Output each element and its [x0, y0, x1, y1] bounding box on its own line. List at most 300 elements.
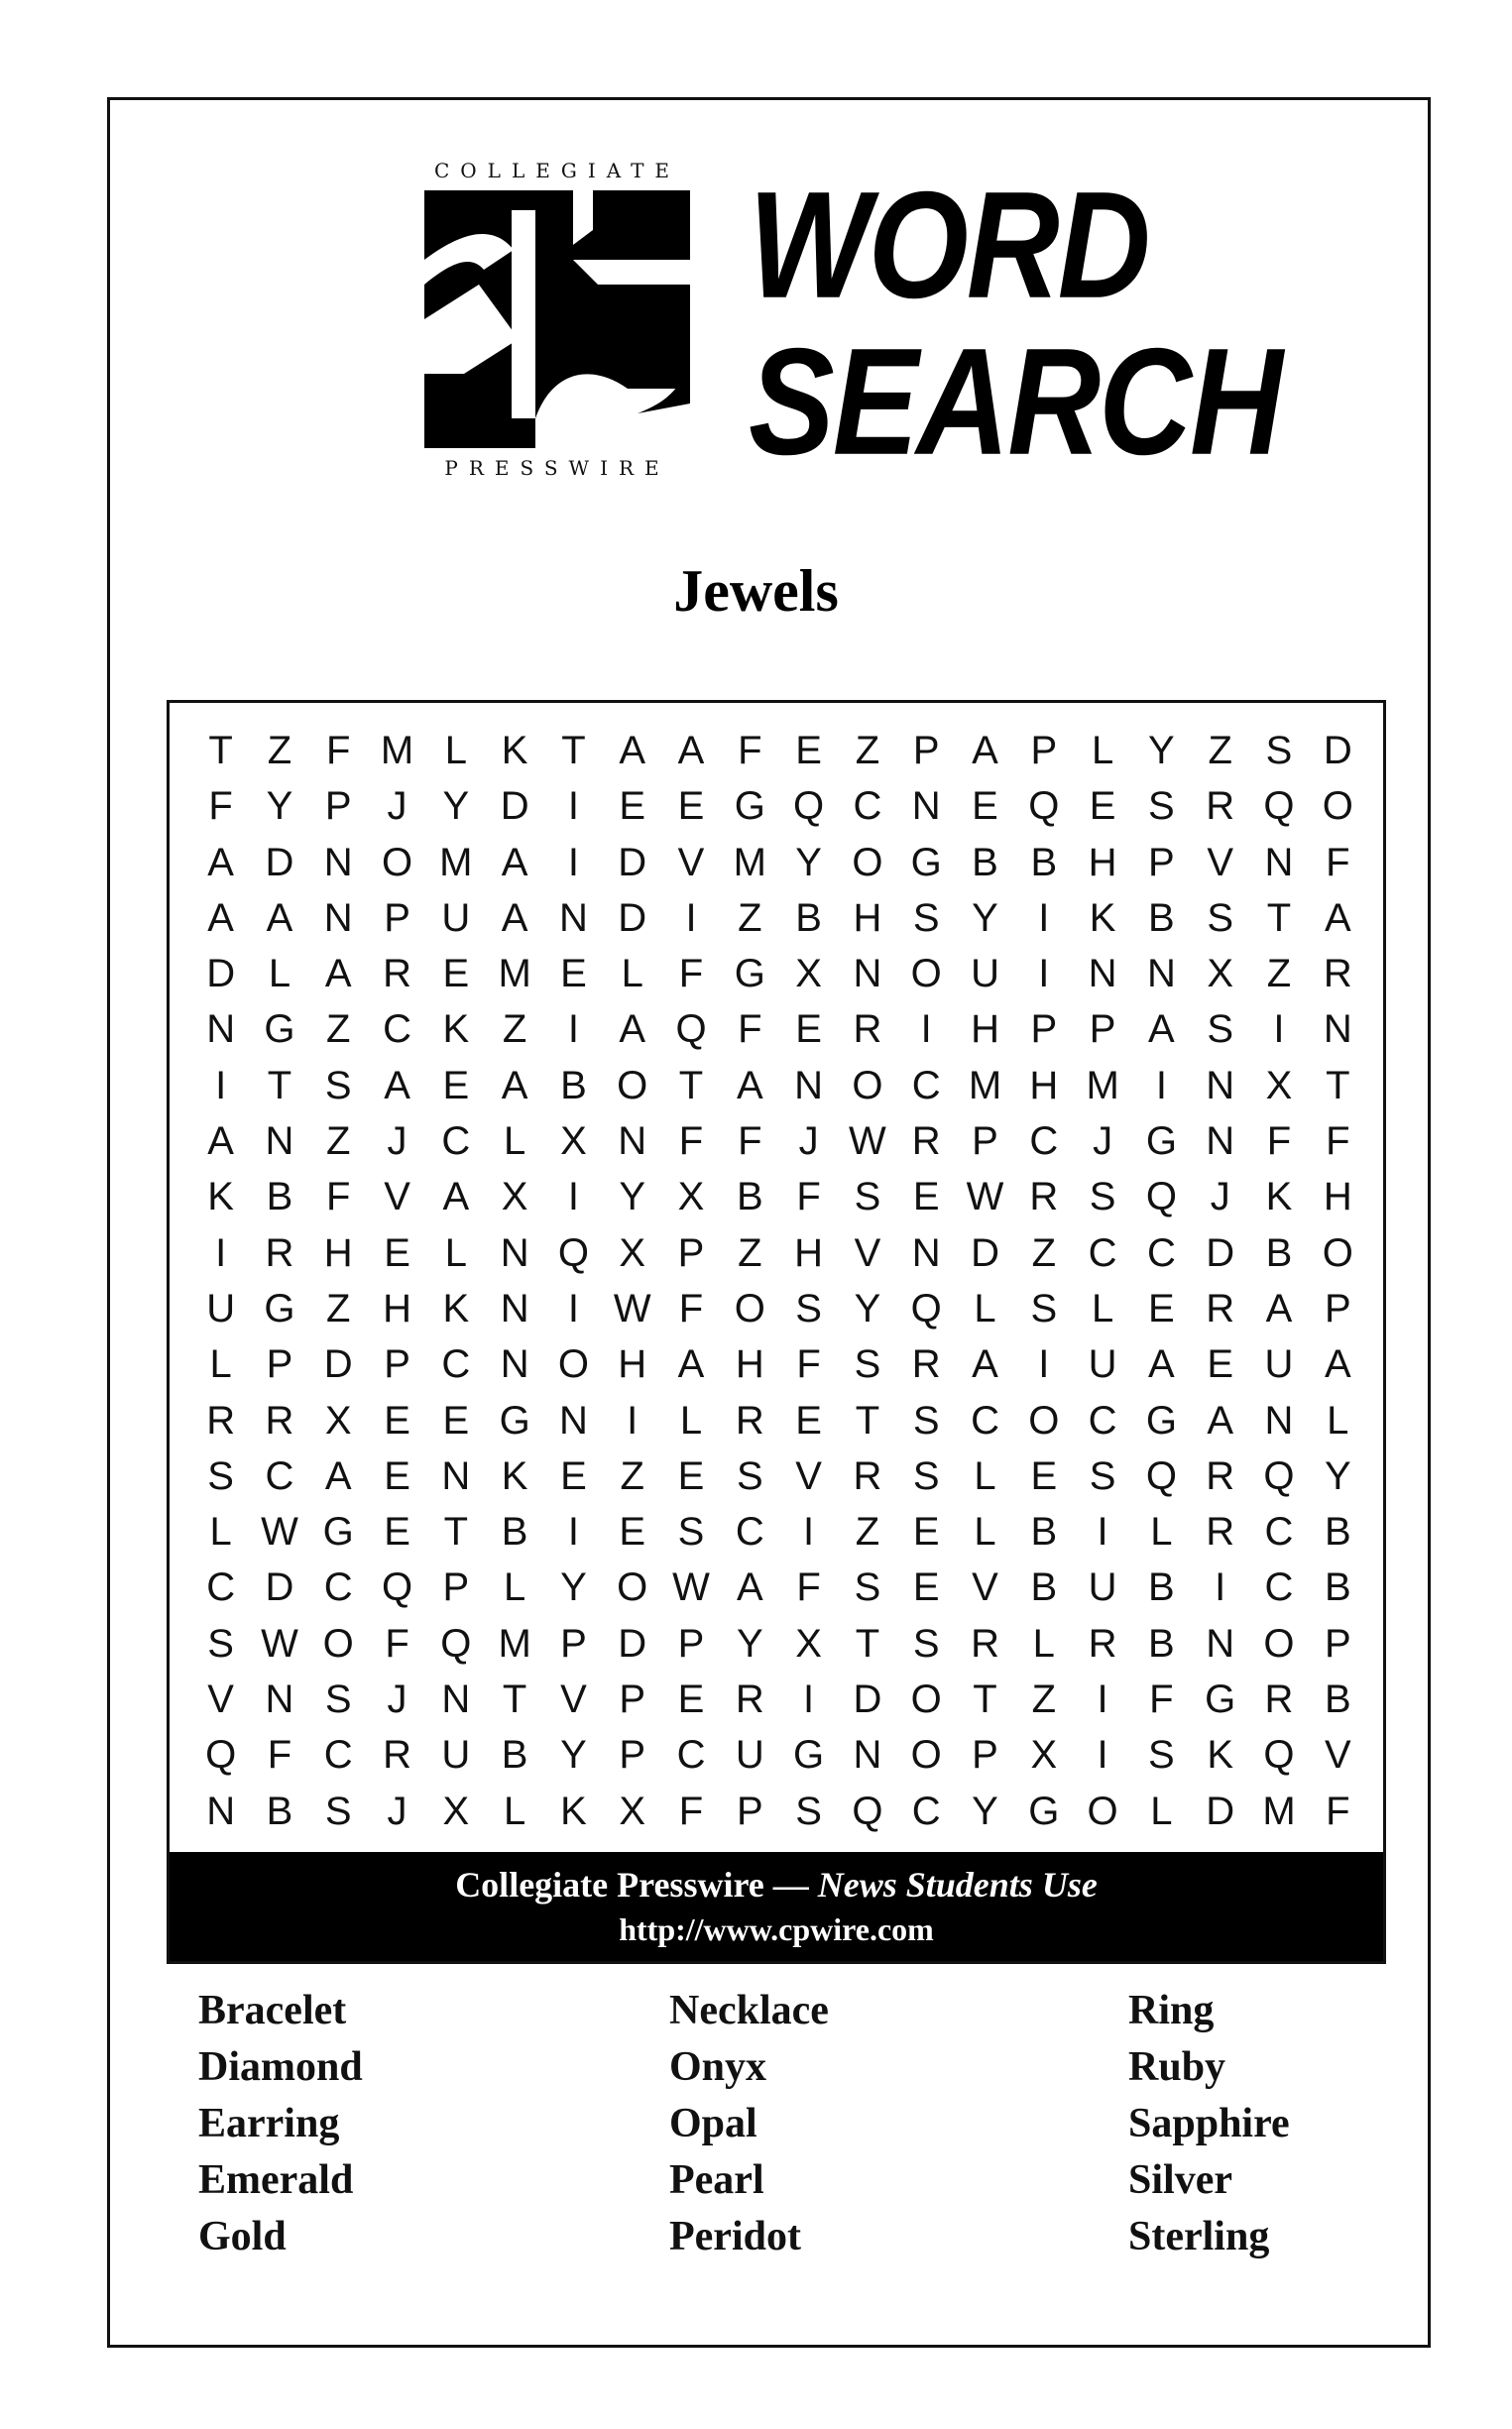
grid-letter: G: [1028, 1789, 1060, 1833]
grid-letter: A: [1324, 895, 1351, 940]
grid-letter: P: [1324, 1286, 1351, 1330]
grid-letter: N: [441, 1677, 471, 1722]
grid-letter: C: [735, 1510, 764, 1555]
grid-letter: A: [266, 895, 293, 940]
grid-letter: S: [912, 1453, 940, 1498]
letter-grid: [191, 723, 1367, 1839]
grid-letter: N: [1206, 1119, 1235, 1164]
grid-letter: Y: [854, 1286, 881, 1330]
grid-letter: L: [444, 729, 467, 772]
grid-letter: E: [912, 1510, 940, 1555]
grid-letter: X: [1265, 1063, 1293, 1107]
grid-letter: N: [265, 1677, 294, 1722]
grid-letter: C: [1029, 1119, 1059, 1164]
grid-letter: Z: [1208, 729, 1232, 772]
grid-letter: P: [1030, 1007, 1058, 1052]
grid-letter: L: [1150, 1789, 1173, 1833]
grid-letter: F: [1326, 840, 1350, 884]
grid-letter: K: [1265, 1175, 1293, 1219]
grid-letter: N: [441, 1453, 471, 1498]
grid-letter: P: [1324, 1621, 1351, 1666]
grid-letter: B: [1030, 1510, 1058, 1555]
grid-letter: G: [734, 784, 765, 829]
publisher-banner: [170, 1852, 1383, 1961]
grid-letter: E: [619, 784, 646, 829]
grid-letter: Q: [1263, 1453, 1295, 1498]
grid-letter: E: [795, 729, 822, 772]
word-item: Onyx: [669, 2044, 767, 2090]
grid-letter: E: [972, 784, 998, 829]
grid-letter: F: [738, 729, 762, 772]
word-grid-box: [167, 700, 1386, 1964]
grid-letter: E: [560, 1453, 587, 1498]
grid-letter: I: [567, 1007, 579, 1052]
word-list-column-1: [198, 1983, 363, 2265]
grid-letter: S: [1030, 1286, 1058, 1330]
grid-letter: P: [912, 729, 940, 772]
grid-letter: D: [1323, 729, 1352, 772]
grid-letter: P: [1148, 840, 1175, 884]
grid-letter: A: [1207, 1398, 1234, 1443]
grid-row: [191, 946, 1367, 1001]
grid-letter: I: [567, 1175, 579, 1219]
grid-letter: V: [677, 840, 705, 884]
grid-letter: D: [265, 1565, 294, 1610]
grid-letter: W: [613, 1286, 651, 1330]
grid-letter: B: [1324, 1677, 1351, 1722]
logo-bottom-text: PRESSWIRE: [444, 456, 670, 480]
grid-letter: O: [734, 1286, 765, 1330]
word-item: Ring: [1128, 1988, 1215, 2033]
grid-letter: I: [627, 1398, 639, 1443]
grid-letter: O: [617, 1565, 648, 1610]
grid-letter: N: [618, 1119, 647, 1164]
grid-letter: E: [677, 784, 705, 829]
grid-letter: J: [387, 784, 407, 829]
grid-letter: E: [442, 1398, 470, 1443]
grid-row: [191, 1058, 1367, 1113]
grid-letter: R: [265, 1398, 294, 1443]
grid-letter: F: [385, 1621, 409, 1666]
grid-letter: C: [1264, 1565, 1294, 1610]
word-list-column-2: [669, 1983, 829, 2265]
grid-letter: E: [795, 1398, 822, 1443]
word-item: Ruby: [1128, 2044, 1226, 2090]
grid-letter: J: [798, 1119, 819, 1164]
word-item: Silver: [1128, 2157, 1232, 2203]
grid-letter: A: [501, 840, 528, 884]
grid-letter: K: [1089, 895, 1116, 940]
grid-letter: T: [502, 1677, 527, 1722]
grid-letter: U: [1264, 1342, 1294, 1387]
grid-letter: E: [384, 1398, 410, 1443]
grid-letter: T: [1326, 1063, 1350, 1107]
grid-letter: N: [206, 1007, 236, 1052]
grid-letter: S: [854, 1342, 881, 1387]
grid-letter: S: [1089, 1175, 1116, 1219]
grid-letter: Q: [1145, 1175, 1177, 1219]
grid-letter: Y: [560, 1733, 587, 1778]
word-item: Gold: [198, 2214, 287, 2259]
grid-letter: Q: [852, 1789, 883, 1833]
grid-letter: X: [442, 1789, 470, 1833]
grid-letter: H: [971, 1007, 999, 1052]
grid-letter: Q: [910, 1286, 942, 1330]
grid-letter: G: [1145, 1119, 1177, 1164]
grid-letter: Q: [440, 1621, 472, 1666]
grid-letter: D: [618, 895, 647, 940]
grid-letter: X: [1030, 1733, 1058, 1778]
grid-letter: C: [383, 1007, 411, 1052]
grid-letter: P: [324, 784, 352, 829]
grid-letter: Z: [326, 1119, 351, 1164]
grid-letter: I: [920, 1007, 932, 1052]
grid-row: [191, 1560, 1367, 1615]
grid-row: [191, 1672, 1367, 1727]
grid-letter: Q: [381, 1565, 413, 1610]
grid-letter: E: [384, 1453, 410, 1498]
grid-letter: O: [557, 1342, 589, 1387]
grid-letter: H: [1088, 840, 1117, 884]
grid-letter: Z: [1266, 952, 1292, 996]
grid-letter: O: [1087, 1789, 1118, 1833]
grid-letter: R: [1088, 1621, 1117, 1666]
grid-letter: M: [439, 840, 473, 884]
grid-letter: V: [384, 1175, 410, 1219]
grid-letter: E: [384, 1510, 410, 1555]
grid-letter: R: [1206, 1286, 1235, 1330]
grid-letter: V: [972, 1565, 998, 1610]
grid-letter: T: [208, 729, 233, 772]
grid-letter: Z: [502, 1007, 527, 1052]
grid-letter: E: [442, 952, 470, 996]
logo-top-text: COLLEGIATE: [433, 159, 681, 182]
grid-letter: C: [441, 1342, 471, 1387]
grid-letter: F: [796, 1342, 821, 1387]
grid-letter: T: [855, 1621, 880, 1666]
grid-letter: F: [1266, 1119, 1292, 1164]
grid-letter: S: [854, 1565, 881, 1610]
grid-letter: G: [264, 1007, 295, 1052]
grid-letter: S: [1265, 729, 1293, 772]
grid-letter: L: [268, 952, 291, 996]
grid-letter: P: [972, 1733, 998, 1778]
grid-letter: G: [910, 840, 942, 884]
header: [424, 159, 1281, 487]
grid-letter: B: [1324, 1565, 1351, 1610]
grid-letter: A: [677, 729, 705, 772]
grid-letter: A: [324, 1453, 352, 1498]
grid-letter: L: [504, 1565, 526, 1610]
word-item: Bracelet: [198, 1988, 347, 2033]
grid-row: [191, 1504, 1367, 1560]
grid-letter: T: [973, 1677, 997, 1722]
grid-letter: H: [1029, 1063, 1059, 1107]
grid-letter: S: [912, 1621, 940, 1666]
grid-letter: W: [261, 1621, 298, 1666]
grid-letter: R: [735, 1398, 764, 1443]
grid-letter: B: [1148, 895, 1175, 940]
grid-letter: V: [1207, 840, 1234, 884]
grid-letter: Q: [793, 784, 825, 829]
grid-letter: E: [1148, 1286, 1175, 1330]
grid-letter: T: [267, 1063, 292, 1107]
grid-letter: R: [1206, 784, 1235, 829]
title-word-line2: SEARCH: [749, 315, 1281, 487]
grid-letter: S: [324, 1677, 352, 1722]
grid-letter: R: [971, 1621, 999, 1666]
puzzle-title: Jewels: [673, 558, 839, 624]
grid-letter: N: [323, 895, 353, 940]
grid-letter: J: [387, 1119, 407, 1164]
grid-letter: B: [736, 1175, 763, 1219]
grid-letter: S: [677, 1510, 705, 1555]
grid-letter: Y: [972, 895, 998, 940]
word-item: Sapphire: [1128, 2101, 1290, 2146]
grid-letter: M: [968, 1063, 1002, 1107]
grid-letter: J: [387, 1677, 407, 1722]
grid-letter: T: [678, 1063, 704, 1107]
grid-letter: H: [853, 895, 882, 940]
grid-letter: O: [1263, 1621, 1295, 1666]
grid-letter: I: [1097, 1733, 1108, 1778]
grid-letter: Z: [267, 729, 292, 772]
grid-letter: E: [912, 1565, 940, 1610]
grid-letter: S: [1148, 1733, 1175, 1778]
grid-letter: O: [852, 1063, 883, 1107]
grid-letter: N: [558, 895, 588, 940]
grid-letter: Q: [1263, 1733, 1295, 1778]
grid-letter: L: [504, 1119, 526, 1164]
grid-letter: E: [912, 1175, 940, 1219]
grid-letter: N: [853, 1733, 882, 1778]
grid-letter: F: [738, 1007, 762, 1052]
grid-letter: I: [685, 895, 697, 940]
grid-letter: A: [619, 729, 646, 772]
grid-letter: X: [795, 1621, 822, 1666]
grid-letter: R: [265, 1230, 294, 1275]
grid-letter: P: [972, 1119, 998, 1164]
grid-letter: Y: [1148, 729, 1175, 772]
grid-letter: C: [911, 1789, 941, 1833]
grid-letter: I: [567, 1286, 579, 1330]
grid-letter: F: [1149, 1677, 1174, 1722]
grid-letter: G: [499, 1398, 530, 1443]
grid-letter: I: [1097, 1510, 1108, 1555]
grid-letter: O: [852, 840, 883, 884]
grid-letter: E: [442, 1063, 470, 1107]
grid-letter: C: [911, 1063, 941, 1107]
grid-letter: R: [911, 1342, 941, 1387]
grid-letter: E: [384, 1230, 410, 1275]
grid-letter: D: [618, 840, 647, 884]
grid-letter: B: [501, 1510, 528, 1555]
grid-letter: Z: [620, 1453, 644, 1498]
grid-letter: L: [679, 1398, 703, 1443]
grid-letter: D: [1206, 1230, 1235, 1275]
grid-letter: S: [854, 1175, 881, 1219]
grid-letter: L: [974, 1453, 996, 1498]
grid-letter: W: [966, 1175, 1004, 1219]
grid-letter: I: [567, 1510, 579, 1555]
grid-letter: N: [265, 1119, 294, 1164]
grid-row: [191, 1448, 1367, 1504]
word-item: Opal: [669, 2101, 757, 2146]
grid-letter: L: [974, 1286, 996, 1330]
grid-letter: R: [853, 1453, 882, 1498]
grid-letter: Q: [1028, 784, 1060, 829]
grid-letter: A: [207, 1119, 234, 1164]
grid-letter: E: [619, 1510, 646, 1555]
grid-letter: Z: [1031, 1230, 1057, 1275]
grid-letter: N: [911, 784, 941, 829]
grid-letter: V: [854, 1230, 881, 1275]
grid-letter: S: [324, 1789, 352, 1833]
grid-letter: P: [442, 1565, 470, 1610]
grid-letter: D: [1206, 1789, 1235, 1833]
grid-letter: C: [676, 1733, 706, 1778]
grid-letter: J: [1093, 1119, 1113, 1164]
grid-letter: E: [1030, 1453, 1058, 1498]
grid-letter: P: [677, 1621, 705, 1666]
grid-letter: V: [795, 1453, 822, 1498]
grid-letter: S: [1207, 895, 1234, 940]
grid-letter: P: [384, 895, 410, 940]
grid-letter: M: [380, 729, 414, 772]
grid-letter: F: [678, 1119, 704, 1164]
grid-letter: L: [1091, 1286, 1114, 1330]
grid-letter: I: [567, 784, 579, 829]
grid-letter: C: [1146, 1230, 1176, 1275]
grid-letter: S: [324, 1063, 352, 1107]
grid-letter: V: [207, 1677, 234, 1722]
grid-letter: V: [1324, 1733, 1351, 1778]
grid-letter: N: [1088, 952, 1117, 996]
grid-letter: B: [795, 895, 822, 940]
word-item: Diamond: [198, 2044, 363, 2090]
grid-letter: S: [912, 895, 940, 940]
grid-letter: C: [265, 1453, 294, 1498]
grid-letter: G: [1205, 1677, 1236, 1722]
grid-letter: N: [500, 1286, 529, 1330]
word-item: Sterling: [1128, 2214, 1270, 2259]
grid-letter: A: [384, 1063, 410, 1107]
grid-letter: S: [1207, 1007, 1234, 1052]
grid-letter: U: [206, 1286, 236, 1330]
grid-letter: B: [1148, 1621, 1175, 1666]
grid-letter: Y: [795, 840, 822, 884]
grid-letter: Y: [560, 1565, 587, 1610]
grid-letter: T: [1266, 895, 1292, 940]
grid-letter: A: [1324, 1342, 1351, 1387]
grid-letter: I: [215, 1230, 227, 1275]
grid-letter: Z: [326, 1286, 351, 1330]
grid-letter: L: [444, 1230, 467, 1275]
grid-letter: R: [735, 1677, 764, 1722]
grid-row: [191, 1225, 1367, 1281]
banner-tagline: News Students Use: [817, 1865, 1098, 1905]
grid-letter: M: [1262, 1789, 1296, 1833]
grid-letter: L: [504, 1789, 526, 1833]
grid-row: [191, 890, 1367, 946]
grid-letter: Y: [266, 784, 293, 829]
grid-row: [191, 1336, 1367, 1392]
grid-letter: I: [803, 1677, 815, 1722]
grid-letter: D: [323, 1342, 353, 1387]
grid-letter: S: [795, 1286, 822, 1330]
grid-letter: H: [383, 1286, 411, 1330]
grid-row: [191, 778, 1367, 834]
grid-letter: I: [1097, 1677, 1108, 1722]
grid-letter: S: [1148, 784, 1175, 829]
word-item: Pearl: [669, 2157, 764, 2203]
word-item: Earring: [198, 2101, 340, 2146]
grid-letter: C: [853, 784, 882, 829]
banner-url: http://www.cpwire.com: [619, 1911, 934, 1947]
grid-letter: I: [1038, 1342, 1050, 1387]
grid-letter: B: [1324, 1510, 1351, 1555]
grid-letter: L: [1327, 1398, 1349, 1443]
grid-letter: G: [264, 1286, 295, 1330]
grid-letter: F: [796, 1175, 821, 1219]
grid-letter: C: [323, 1565, 353, 1610]
grid-row: [191, 1727, 1367, 1783]
grid-letter: H: [618, 1342, 647, 1387]
grid-letter: H: [735, 1342, 764, 1387]
grid-letter: R: [383, 1733, 411, 1778]
grid-letter: Z: [855, 1510, 880, 1555]
grid-letter: F: [326, 1175, 351, 1219]
grid-letter: D: [618, 1621, 647, 1666]
grid-letter: N: [323, 840, 353, 884]
grid-letter: L: [1032, 1621, 1055, 1666]
grid-letter: N: [1264, 1398, 1294, 1443]
grid-letter: V: [560, 1677, 587, 1722]
grid-letter: X: [324, 1398, 352, 1443]
grid-letter: A: [972, 1342, 998, 1387]
grid-letter: I: [1273, 1007, 1285, 1052]
grid-letter: E: [1089, 784, 1116, 829]
grid-letter: D: [500, 784, 529, 829]
grid-letter: I: [1038, 895, 1050, 940]
grid-letter: A: [736, 1063, 763, 1107]
grid-letter: X: [501, 1175, 528, 1219]
grid-letter: A: [207, 840, 234, 884]
grid-letter: U: [735, 1733, 764, 1778]
grid-letter: O: [1322, 784, 1353, 829]
grid-letter: M: [498, 1621, 531, 1666]
word-item: Peridot: [669, 2214, 801, 2259]
grid-letter: N: [853, 952, 882, 996]
grid-letter: H: [794, 1230, 824, 1275]
grid-letter: I: [803, 1510, 815, 1555]
grid-letter: I: [1038, 952, 1050, 996]
grid-letter: A: [207, 895, 234, 940]
grid-letter: N: [500, 1230, 529, 1275]
grid-letter: P: [560, 1621, 587, 1666]
word-item: Emerald: [198, 2157, 354, 2203]
grid-letter: U: [441, 1733, 471, 1778]
grid-letter: R: [1323, 952, 1352, 996]
grid-letter: P: [736, 1789, 763, 1833]
grid-letter: U: [1088, 1342, 1117, 1387]
grid-letter: B: [1148, 1565, 1175, 1610]
grid-letter: K: [1207, 1733, 1234, 1778]
grid-letter: L: [1091, 729, 1114, 772]
grid-letter: Q: [557, 1230, 589, 1275]
cp-logo-mark-icon: [424, 190, 690, 448]
grid-letter: R: [1029, 1175, 1059, 1219]
